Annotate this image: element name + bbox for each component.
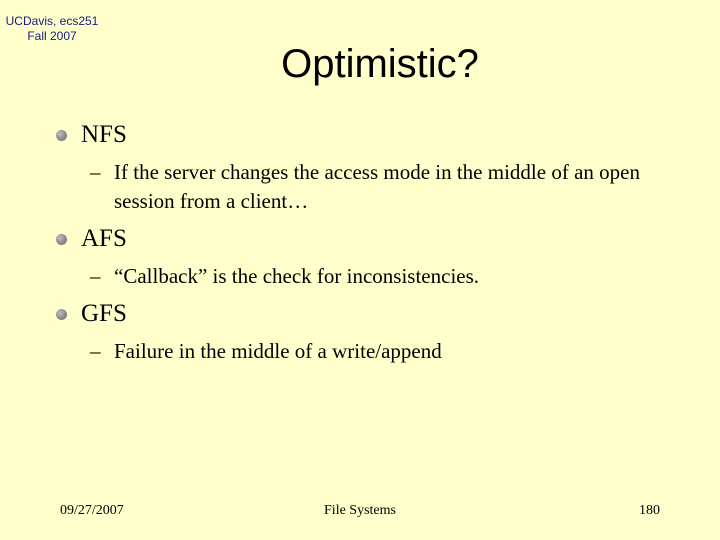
bullet-icon xyxy=(56,309,67,320)
sub-bullet-text: Failure in the middle of a write/append xyxy=(114,339,442,363)
dash-icon: – xyxy=(90,264,101,288)
footer-title: File Systems xyxy=(324,503,396,518)
bullet-icon xyxy=(56,130,67,141)
sub-bullet-text: “Callback” is the check for inconsistencies. xyxy=(114,264,480,288)
dash-icon: – xyxy=(90,339,101,363)
slide-title: Optimistic? xyxy=(281,42,479,86)
course-name: UCDavis, ecs251 xyxy=(5,14,99,28)
dash-icon: – xyxy=(90,160,101,184)
bullet-icon xyxy=(56,234,67,245)
sub-bullet-text: If the server changes the access mode in the middle of an open session from a client… xyxy=(114,160,640,213)
bullet-label: GFS xyxy=(81,300,127,327)
bullet-label: AFS xyxy=(81,225,127,252)
footer-date: 09/27/2007 xyxy=(60,503,124,518)
slide-number: 180 xyxy=(639,503,660,518)
bullet-label: NFS xyxy=(81,121,127,148)
course-term: Fall 2007 xyxy=(27,29,77,43)
course-label xyxy=(0,14,104,44)
